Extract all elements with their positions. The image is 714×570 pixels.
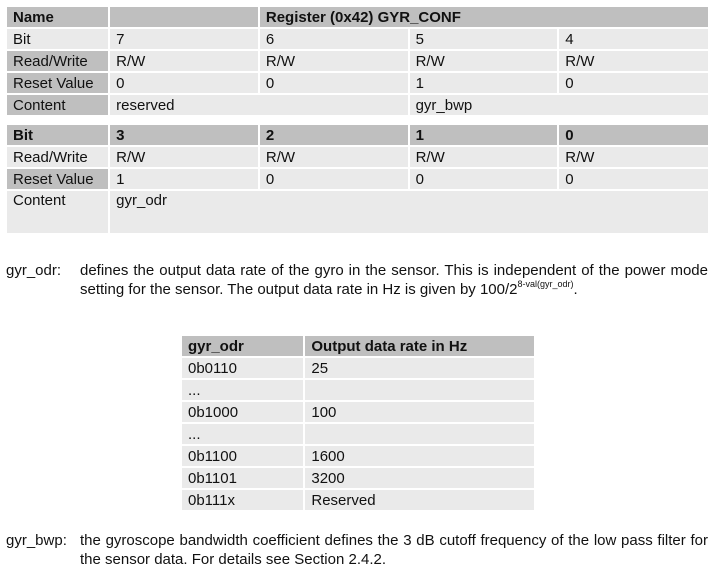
gyr-odr-text-block <box>80 261 708 299</box>
register-table <box>5 5 710 235</box>
reset-label: Reset Value <box>7 169 108 189</box>
rw-bit-3: R/W <box>110 147 258 167</box>
formula-exponent: 8-val(gyr_odr) <box>517 279 574 289</box>
col-output-rate: Output data rate in Hz <box>305 336 534 356</box>
gyr-odr-term: gyr_odr: <box>6 262 62 279</box>
gyr-bwp-text: the gyroscope bandwidth coefficient defines the 3 dB cutoff frequency of the low pass filter for the sensor data. For details see Section 2.4.2. <box>80 532 708 568</box>
table-row <box>182 424 534 444</box>
lower-content-row <box>7 191 708 233</box>
reset-bit-0: 0 <box>559 169 708 189</box>
content-label: Content <box>7 191 108 233</box>
bit-label: Bit <box>7 29 108 49</box>
bit-0: 0 <box>559 125 708 145</box>
bit-2: 2 <box>260 125 408 145</box>
odr-code: 0b1100 <box>182 446 303 466</box>
lower-reset-row <box>7 169 708 189</box>
odr-code: 0b0110 <box>182 358 303 378</box>
odr-rate: 3200 <box>305 468 534 488</box>
rw-label: Read/Write <box>7 51 108 71</box>
table-row <box>182 402 534 422</box>
gyr-odr-text: defines the output data rate of the gyro in the sensor. This is independent of the power mode setting for the sensor. The output data rate in Hz is given by <box>80 262 708 298</box>
table-row <box>182 446 534 466</box>
formula-base: 100/2 <box>479 281 518 298</box>
lower-rw-row <box>7 147 708 167</box>
upper-bit-row <box>7 29 708 49</box>
table-row <box>182 380 534 400</box>
bit-5: 5 <box>410 29 558 49</box>
header-empty-cell <box>110 7 258 27</box>
rw-bit-0: R/W <box>559 147 708 167</box>
reset-bit-2: 0 <box>260 169 408 189</box>
reset-bit-7: 0 <box>110 73 258 93</box>
odr-code: ... <box>182 380 303 400</box>
content-reserved: reserved <box>110 95 407 115</box>
odr-table-header <box>182 336 534 356</box>
upper-reset-row <box>7 73 708 93</box>
reset-bit-5: 1 <box>410 73 558 93</box>
bit-1: 1 <box>410 125 558 145</box>
table-row <box>182 490 534 510</box>
odr-rate <box>305 424 534 444</box>
reset-label: Reset Value <box>7 73 108 93</box>
content-gyr-odr: gyr_odr <box>110 191 708 233</box>
table-spacer <box>7 117 708 123</box>
bit-6: 6 <box>260 29 408 49</box>
rw-label: Read/Write <box>7 147 108 167</box>
rw-bit-5: R/W <box>410 51 558 71</box>
odr-rate: 25 <box>305 358 534 378</box>
odr-rate: Reserved <box>305 490 534 510</box>
formula-end: . <box>573 281 578 298</box>
content-gyr-bwp: gyr_bwp <box>410 95 708 115</box>
odr-code: 0b111x <box>182 490 303 510</box>
reset-bit-1: 0 <box>410 169 558 189</box>
odr-table <box>180 334 536 512</box>
rw-bit-7: R/W <box>110 51 258 71</box>
odr-rate <box>305 380 534 400</box>
lower-bit-row <box>7 125 708 145</box>
rw-bit-4: R/W <box>559 51 708 71</box>
col-gyr-odr: gyr_odr <box>182 336 303 356</box>
register-header-row <box>7 7 708 27</box>
rw-bit-6: R/W <box>260 51 408 71</box>
table-row <box>182 358 534 378</box>
odr-code: 0b1000 <box>182 402 303 422</box>
rw-bit-1: R/W <box>410 147 558 167</box>
gyr-bwp-description <box>6 531 708 569</box>
reset-bit-6: 0 <box>260 73 408 93</box>
bit-label: Bit <box>7 125 108 145</box>
rw-bit-2: R/W <box>260 147 408 167</box>
bit-7: 7 <box>110 29 258 49</box>
odr-rate: 1600 <box>305 446 534 466</box>
odr-code: ... <box>182 424 303 444</box>
gyr-odr-description <box>6 261 708 299</box>
bit-3: 3 <box>110 125 258 145</box>
reset-bit-3: 1 <box>110 169 258 189</box>
odr-code: 0b1101 <box>182 468 303 488</box>
odr-formula <box>480 281 578 298</box>
odr-rate: 100 <box>305 402 534 422</box>
upper-rw-row <box>7 51 708 71</box>
table-row <box>182 468 534 488</box>
register-title: Register (0x42) GYR_CONF <box>260 7 708 27</box>
gyr-bwp-term: gyr_bwp: <box>6 532 67 549</box>
upper-content-row <box>7 95 708 115</box>
bit-4: 4 <box>559 29 708 49</box>
name-label: Name <box>7 7 108 27</box>
reset-bit-4: 0 <box>559 73 708 93</box>
content-label: Content <box>7 95 108 115</box>
gyr-bwp-text-block <box>80 531 708 569</box>
